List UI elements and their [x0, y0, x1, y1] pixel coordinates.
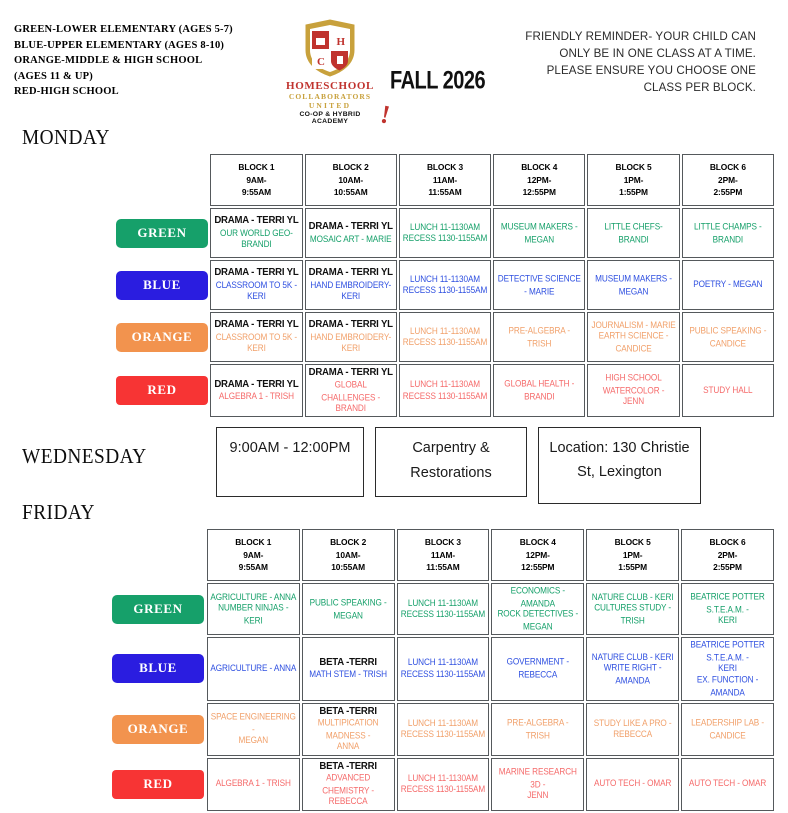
class-cell-green-block5[interactable] — [586, 583, 679, 635]
class-cell-orange-block2[interactable] — [302, 703, 395, 756]
schedule-row-red — [112, 758, 774, 811]
block-start-time: 2PM- — [718, 174, 738, 185]
class-cell-blue-block3[interactable] — [397, 637, 490, 701]
schedule-row-blue — [112, 637, 774, 701]
block-end-time: 11:55AM — [428, 187, 462, 198]
cell-class-line: STUDY LIKE A PRO - — [593, 718, 672, 728]
class-cell-red-block5[interactable] — [587, 364, 679, 417]
cell-class-line: KERI — [247, 291, 266, 302]
block-name: BLOCK 4 — [519, 537, 556, 548]
cell-class-line: CULTURES STUDY - TRISH — [594, 603, 672, 626]
block-end-time: 12:55PM — [522, 187, 556, 198]
class-cell-red-block3[interactable] — [399, 364, 491, 417]
block-header-5 — [586, 529, 679, 581]
block-name: BLOCK 6 — [709, 162, 746, 173]
crest-shield-icon — [301, 18, 359, 78]
class-cell-orange-block4[interactable] — [493, 312, 585, 362]
cell-primary-class: DRAMA - TERRI YL — [308, 266, 393, 279]
cell-class-line: RECESS 1130-1155AM — [400, 609, 486, 620]
cell-class-line: RECESS 1130-1155AM — [402, 337, 488, 348]
level-badge-red: RED — [116, 376, 208, 405]
cell-primary-class: DRAMA - TERRI YL — [308, 366, 393, 379]
legend-line-orange-ages: (AGES 11 & UP) — [14, 70, 93, 82]
class-cell-blue-block1[interactable] — [210, 260, 302, 310]
block-header-2 — [302, 529, 395, 581]
friday-header-row — [112, 529, 774, 581]
friendly-reminder-text: FRIENDLY REMINDER- YOUR CHILD CAN ONLY BE IN ONE CLASS AT A TIME. PLEASE ENSURE YOU CHOOSE ONE CLASS PER BLOCK. — [525, 30, 756, 94]
day-title-wednesday: WEDNESDAY — [22, 444, 147, 468]
class-cell-green-block2[interactable] — [302, 583, 395, 635]
cell-primary-class: DRAMA - TERRI YL — [214, 266, 299, 279]
block-start-time: 9AM- — [243, 549, 264, 560]
cell-class-line: MOSAIC ART - MARIE — [309, 234, 392, 244]
schedule-row-red — [116, 364, 774, 417]
cell-class-line: BEATRICE POTTER S.T.E.A.M. - — [690, 591, 765, 615]
block-start-time: 2PM- — [717, 549, 738, 560]
block-header-6 — [682, 154, 774, 206]
cell-class-line: KERI — [718, 615, 737, 626]
cell-class-line: ROCK DETECTIVES - MEGAN — [497, 609, 579, 632]
cell-class-line: RECESS 1130-1155AM — [400, 729, 486, 740]
svg-text:C: C — [317, 56, 325, 68]
block-header-4 — [493, 154, 585, 206]
cell-class-line: GOVERNMENT - REBECCA — [506, 657, 569, 680]
logo-name: HOMESCHOOL — [286, 80, 374, 92]
cell-class-line: NATURE CLUB - KERI — [591, 592, 674, 603]
level-label-cell-orange — [116, 312, 208, 362]
schedule-row-orange — [112, 703, 774, 756]
cell-class-line: MULTIPICATION MADNESS - — [317, 718, 379, 741]
cell-class-line: HAND EMBROIDERY- — [310, 332, 392, 343]
monday-header-row — [116, 154, 774, 206]
friday-table-head — [112, 529, 774, 581]
brand-block — [284, 16, 514, 128]
cell-class-line: LITTLE CHAMPS - BRANDI — [694, 221, 762, 244]
cell-class-line: MUSEUM MAKERS - MEGAN — [595, 273, 672, 296]
cell-class-line: PRE-ALGEBRA - TRISH — [508, 325, 571, 348]
cell-primary-class: BETA -TERRI — [319, 656, 377, 669]
block-name: BLOCK 3 — [426, 162, 464, 173]
cell-class-line: RECESS 1130-1155AM — [400, 784, 486, 795]
cell-class-line: LITTLE CHEFS- BRANDI — [604, 221, 663, 244]
class-cell-green-block1[interactable] — [210, 208, 302, 258]
cell-class-line: LUNCH 11-1130AM — [409, 379, 481, 390]
cell-class-line: LUNCH 11-1130AM — [407, 657, 478, 668]
cell-class-line: ECONOMICS - AMANDA — [510, 586, 565, 609]
monday-corner-cell — [116, 154, 208, 206]
block-end-time: 1:55PM — [619, 187, 648, 198]
block-header-2 — [305, 154, 397, 206]
cell-class-line: PRE-ALGEBRA - TRISH — [507, 717, 569, 740]
block-end-time: 11:55AM — [426, 562, 460, 573]
cell-class-line: JENN — [527, 790, 549, 801]
class-cell-blue-block2[interactable] — [305, 260, 397, 310]
class-cell-orange-block1[interactable] — [207, 703, 300, 756]
block-name: BLOCK 2 — [332, 162, 369, 173]
block-end-time: 1:55PM — [618, 562, 647, 573]
class-cell-green-block4[interactable] — [491, 583, 584, 635]
wednesday-class-box: Carpentry & Restorations — [375, 427, 527, 497]
cell-class-line: ADVANCED CHEMISTRY - — [322, 773, 375, 796]
block-end-time: 2:55PM — [713, 187, 743, 198]
monday-table-head — [116, 154, 774, 206]
class-cell-red-block6[interactable] — [682, 364, 774, 417]
block-name: BLOCK 1 — [235, 537, 272, 548]
block-header-5 — [587, 154, 679, 206]
level-badge-green: GREEN — [116, 219, 208, 248]
schedule-row-green — [116, 208, 774, 258]
class-cell-orange-block5[interactable] — [586, 703, 679, 756]
cell-class-line: ALGEBRA 1 - TRISH — [215, 778, 291, 789]
schedule-row-blue — [116, 260, 774, 310]
level-label-cell-orange — [112, 703, 205, 756]
cell-class-line: ANNA — [336, 741, 360, 752]
friday-table-body — [112, 583, 774, 811]
cell-class-line: GLOBAL CHALLENGES - — [321, 379, 381, 402]
cell-primary-class: DRAMA - TERRI YL — [214, 214, 299, 227]
block-start-time: 12PM- — [527, 174, 552, 185]
block-end-time: 12:55PM — [521, 562, 555, 573]
class-cell-orange-block2[interactable] — [305, 312, 397, 362]
class-cell-blue-block2[interactable] — [302, 637, 395, 701]
class-cell-red-block3[interactable] — [397, 758, 490, 811]
cell-class-line: LEADERSHIP LAB - CANDICE — [691, 717, 764, 740]
cell-class-line: STUDY HALL — [703, 385, 753, 396]
cell-class-line: LUNCH 11-1130AM — [407, 598, 478, 608]
class-cell-green-block5[interactable] — [587, 208, 679, 258]
level-badge-orange: ORANGE — [116, 323, 208, 352]
cell-class-line: KERI — [341, 343, 361, 354]
class-cell-blue-block1[interactable] — [207, 637, 300, 701]
block-header-3 — [397, 529, 490, 581]
cell-primary-class: BETA -TERRI — [319, 704, 377, 718]
cell-class-line: BRANDI — [335, 403, 366, 413]
class-cell-orange-block6[interactable] — [681, 703, 774, 756]
class-cell-green-block2[interactable] — [305, 208, 397, 258]
class-cell-orange-block1[interactable] — [210, 312, 302, 362]
class-cell-red-block2[interactable] — [305, 364, 397, 417]
cell-class-line: AUTO TECH - OMAR — [594, 778, 672, 789]
wednesday-info-boxes — [216, 427, 701, 504]
cell-class-line: PUBLIC SPEAKING - CANDICE — [689, 325, 767, 348]
block-header-1 — [207, 529, 300, 581]
block-header-3 — [399, 154, 491, 206]
legend-line-orange: ORANGE-MIDDLE & HIGH SCHOOL — [14, 55, 203, 66]
block-end-time: 9:55AM — [238, 562, 268, 573]
cell-class-line: GLOBAL HEALTH - BRANDI — [504, 379, 575, 402]
page-header — [0, 0, 788, 130]
class-cell-red-block1[interactable] — [207, 758, 300, 811]
block-header-6 — [681, 529, 774, 581]
wednesday-time-box: 9:00AM - 12:00PM — [216, 427, 364, 497]
class-cell-orange-block4[interactable] — [491, 703, 584, 756]
cell-class-line: HAND EMBROIDERY- — [310, 280, 392, 291]
class-cell-blue-block5[interactable] — [587, 260, 679, 310]
cell-class-line: MATH STEM - TRISH — [309, 669, 387, 680]
class-cell-orange-block3[interactable] — [399, 312, 491, 362]
cell-class-line: NUMBER NINJAS - KERI — [218, 603, 289, 626]
class-cell-green-block6[interactable] — [682, 208, 774, 258]
class-cell-red-block4[interactable] — [493, 364, 585, 417]
cell-primary-class: DRAMA - TERRI YL — [214, 377, 299, 391]
school-logo — [284, 18, 394, 130]
cell-class-line: LUNCH 11-1130AM — [407, 773, 478, 783]
cell-class-line: BRANDI — [241, 239, 272, 250]
class-cell-red-block1[interactable] — [210, 364, 302, 417]
level-label-cell-green — [112, 583, 205, 635]
cell-primary-class: DRAMA - TERRI YL — [214, 318, 299, 331]
class-cell-blue-block5[interactable] — [586, 637, 679, 701]
logo-subtitle-united: UNITED — [308, 101, 352, 110]
cell-class-line: NATURE CLUB - KERI — [591, 652, 674, 662]
logo-subtitle-collaborators: COLLABORATORS — [288, 92, 372, 101]
level-label-cell-red — [112, 758, 205, 811]
cell-class-line: AUTO TECH - OMAR — [688, 778, 767, 789]
cell-class-line: HIGH SCHOOL WATERCOLOR - — [602, 373, 665, 396]
class-cell-blue-block4[interactable] — [491, 637, 584, 701]
class-cell-orange-block5[interactable] — [587, 312, 679, 362]
class-cell-green-block3[interactable] — [399, 208, 491, 258]
logo-academy-text: CO-OP & HYBRID ACADEMY — [299, 111, 361, 125]
level-badge-blue: BLUE — [112, 654, 204, 683]
cell-class-line: CLASSROOM TO 5K - — [215, 332, 298, 343]
class-cell-red-block5[interactable] — [586, 758, 679, 811]
block-end-time: 2:55PM — [713, 562, 742, 573]
cell-class-line: PUBLIC SPEAKING - MEGAN — [309, 597, 387, 620]
cell-class-line: LUNCH 11-1130AM — [409, 274, 481, 284]
color-legend — [14, 16, 284, 100]
cell-primary-class: DRAMA - TERRI YL — [308, 318, 393, 331]
cell-class-line: AGRICULTURE - ANNA — [210, 592, 297, 603]
block-end-time: 9:55AM — [241, 187, 272, 198]
cell-class-line: RECESS 1130-1155AM — [402, 233, 488, 244]
cell-class-line: OUR WORLD GEO- — [220, 228, 293, 239]
block-start-time: 10AM- — [338, 174, 364, 185]
monday-schedule-table — [114, 152, 776, 419]
cell-class-line: RECESS 1130-1155AM — [400, 669, 486, 680]
legend-line-blue: BLUE-UPPER ELEMENTARY (AGES 8-10) — [14, 39, 225, 51]
friday-corner-cell — [112, 529, 205, 581]
level-badge-red: RED — [112, 770, 204, 799]
block-name: BLOCK 4 — [521, 162, 558, 173]
level-badge-orange: ORANGE — [112, 715, 204, 744]
cell-class-line: MEGAN — [238, 735, 269, 746]
cell-class-line: KERI — [247, 343, 266, 354]
block-start-time: 10AM- — [335, 549, 361, 560]
block-header-4 — [491, 529, 584, 581]
block-name: BLOCK 1 — [238, 162, 275, 173]
cell-class-line: JOURNALISM - MARIE — [591, 320, 676, 331]
cell-class-line: DETECTIVE SCIENCE - MARIE — [497, 273, 581, 296]
block-start-time: 12PM- — [525, 549, 550, 560]
block-name: BLOCK 6 — [709, 537, 746, 548]
cell-class-line: REBECCA — [613, 729, 653, 740]
cell-class-line: RECESS 1130-1155AM — [402, 285, 488, 296]
day-title-friday: FRIDAY — [22, 500, 95, 524]
wednesday-location-box: Location: 130 Christie St, Lexington — [538, 427, 701, 504]
block-name: BLOCK 3 — [424, 537, 461, 548]
term-title: FALL 2026 — [390, 66, 486, 95]
cell-class-line: EX. FUNCTION - AMANDA — [696, 674, 759, 697]
cell-class-line: LUNCH 11-1130AM — [407, 718, 478, 728]
cell-primary-class: BETA -TERRI — [319, 759, 377, 773]
block-start-time: 1PM- — [622, 549, 643, 560]
legend-line-green: GREEN-LOWER ELEMENTARY (AGES 5-7) — [14, 24, 233, 35]
cell-class-line: POETRY - MEGAN — [693, 279, 763, 290]
class-cell-green-block1[interactable] — [207, 583, 300, 635]
cell-class-line: JENN — [623, 396, 645, 407]
cell-class-line: BEATRICE POTTER S.T.E.A.M. - — [690, 640, 765, 663]
cell-class-line: CLASSROOM TO 5K - — [215, 280, 298, 291]
level-label-cell-red — [116, 364, 208, 417]
cell-class-line: RECESS 1130-1155AM — [402, 391, 488, 401]
cell-class-line: WRITE RIGHT - AMANDA — [603, 663, 662, 686]
cell-class-line: ALGEBRA 1 - TRISH — [218, 391, 294, 402]
class-cell-green-block4[interactable] — [493, 208, 585, 258]
class-cell-red-block4[interactable] — [491, 758, 584, 811]
block-name: BLOCK 2 — [330, 537, 367, 548]
class-cell-red-block2[interactable] — [302, 758, 395, 811]
block-start-time: 9AM- — [246, 174, 267, 185]
legend-line-red: RED-HIGH SCHOOL — [14, 86, 119, 97]
cell-class-line: MARINE RESEARCH 3D - — [498, 766, 577, 790]
level-label-cell-blue — [116, 260, 208, 310]
block-end-time: 10:55AM — [331, 562, 365, 573]
schedule-row-orange — [116, 312, 774, 362]
cell-class-line: LUNCH 11-1130AM — [409, 326, 481, 336]
friday-schedule-table — [110, 527, 776, 813]
class-cell-orange-block6[interactable] — [682, 312, 774, 362]
block-start-time: 11AM- — [430, 549, 456, 560]
class-cell-orange-block3[interactable] — [397, 703, 490, 756]
class-cell-green-block6[interactable] — [681, 583, 774, 635]
schedule-row-green — [112, 583, 774, 635]
class-cell-green-block3[interactable] — [397, 583, 490, 635]
level-badge-green: GREEN — [112, 595, 204, 624]
class-cell-blue-block4[interactable] — [493, 260, 585, 310]
cell-class-line: KERI — [341, 291, 361, 302]
level-badge-blue: BLUE — [116, 271, 208, 300]
cell-class-line: KERI — [718, 663, 737, 674]
cell-primary-class: DRAMA - TERRI YL — [308, 220, 393, 233]
cell-class-line: REBECCA — [328, 796, 368, 807]
class-cell-blue-block3[interactable] — [399, 260, 491, 310]
level-label-cell-blue — [112, 637, 205, 701]
cell-class-line: LUNCH 11-1130AM — [409, 222, 481, 232]
block-header-1 — [210, 154, 302, 206]
block-name: BLOCK 5 — [614, 537, 651, 548]
class-cell-blue-block6[interactable] — [681, 637, 774, 701]
monday-table-body — [116, 208, 774, 417]
svg-text:H: H — [336, 36, 346, 48]
cell-class-line: AGRICULTURE - ANNA — [210, 663, 297, 674]
level-label-cell-green — [116, 208, 208, 258]
block-name: BLOCK 5 — [615, 162, 652, 173]
class-cell-red-block6[interactable] — [681, 758, 774, 811]
block-start-time: 11AM- — [432, 174, 458, 185]
cell-class-line: EARTH SCIENCE - CANDICE — [598, 331, 669, 354]
cell-class-line: SPACE ENGINEERING - — [210, 711, 296, 735]
block-start-time: 1PM- — [623, 174, 644, 185]
block-end-time: 10:55AM — [333, 187, 368, 198]
cell-class-line: MUSEUM MAKERS - MEGAN — [500, 221, 578, 244]
day-title-monday: MONDAY — [22, 125, 110, 149]
class-cell-blue-block6[interactable] — [682, 260, 774, 310]
exclamation-icon: ! — [378, 99, 394, 130]
